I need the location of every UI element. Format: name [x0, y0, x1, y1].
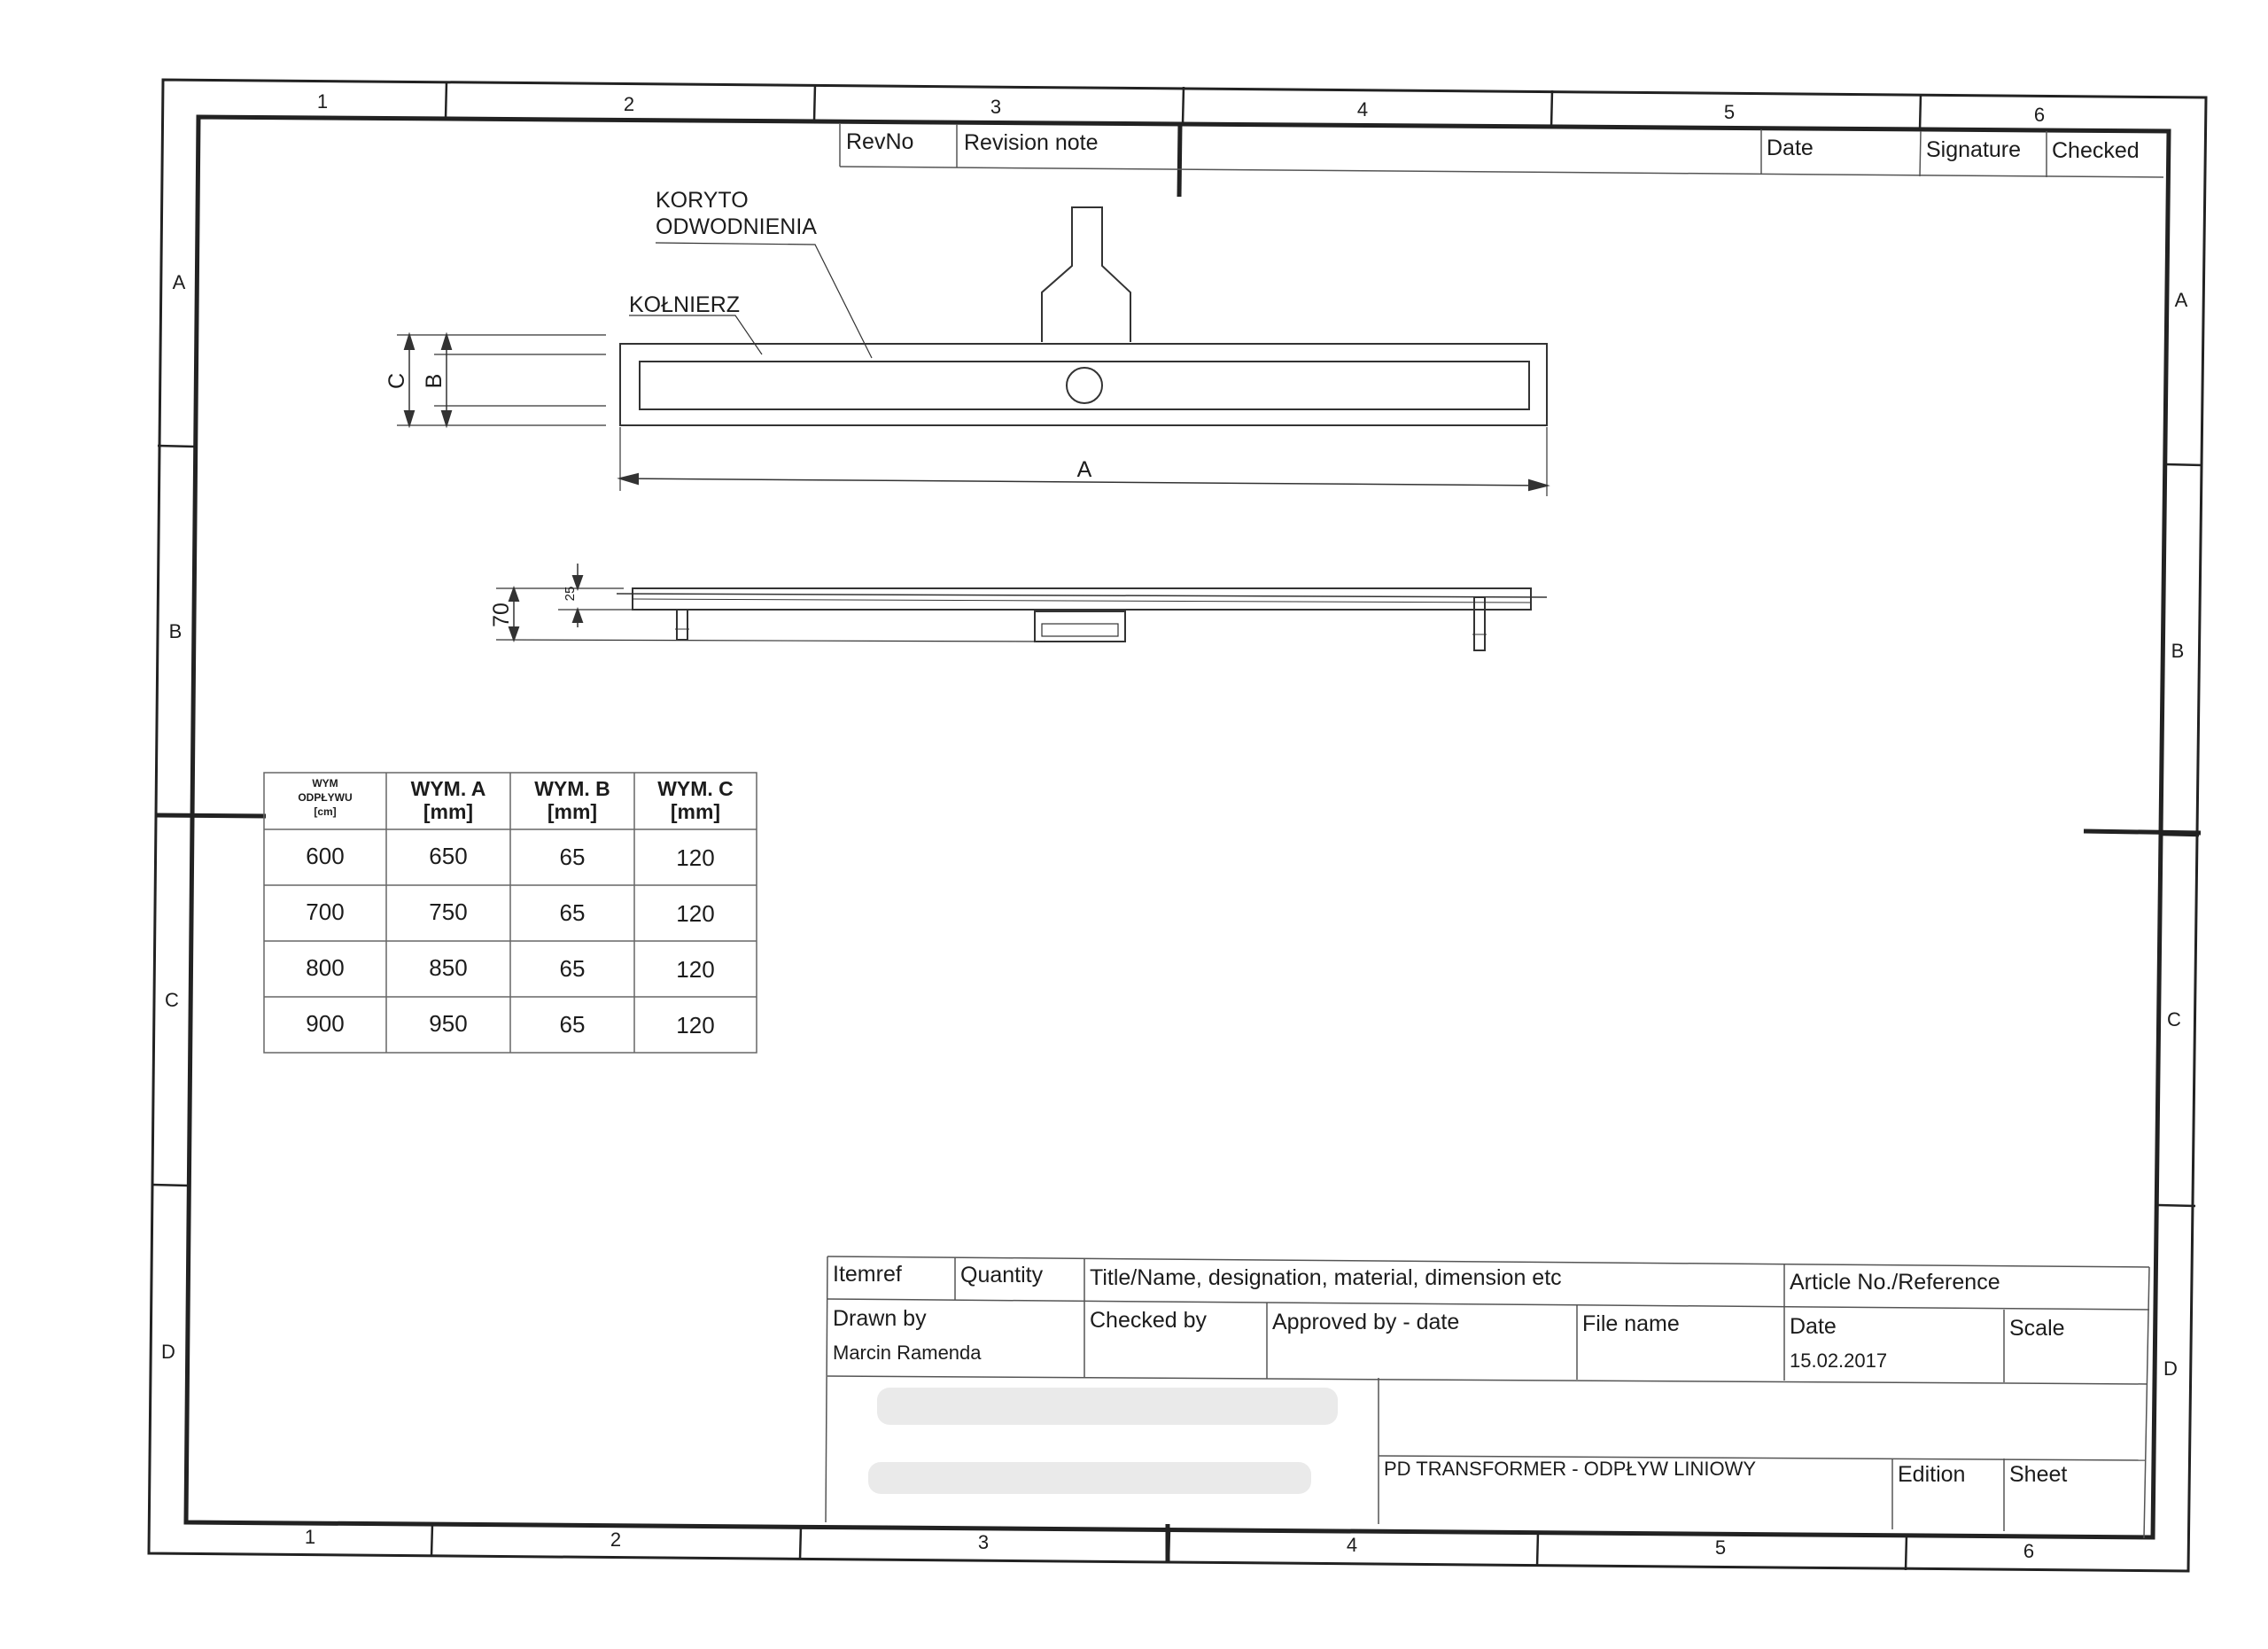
outer-border — [149, 80, 2206, 1571]
dim-label-a: A — [1076, 457, 1092, 482]
flange-leader-line — [629, 315, 762, 354]
col-label-top-3: 3 — [990, 96, 1002, 118]
trough-outline — [640, 362, 1529, 409]
revision-note-header: Revision note — [964, 130, 1099, 155]
table-cell: 65 — [559, 844, 586, 870]
drain-hole — [1067, 368, 1102, 403]
flange-label: KOŁNIERZ — [629, 292, 741, 317]
dim-label-b: B — [422, 373, 447, 389]
header-a-line2: [mm] — [423, 800, 474, 823]
row-label-left-B: B — [168, 620, 183, 642]
outlet-pipe-outline — [1042, 207, 1130, 342]
left-foot — [677, 610, 687, 640]
drawn-by-value: Marcin Ramenda — [833, 1342, 982, 1364]
sheet-label: Sheet — [2009, 1462, 2068, 1487]
header-b-line2: [mm] — [547, 800, 598, 823]
row-label-right-C: C — [2167, 1008, 2181, 1031]
itemref-label: Itemref — [833, 1262, 902, 1287]
quantity-label: Quantity — [960, 1263, 1044, 1287]
header-outlet-line1: WYM — [312, 777, 338, 789]
header-outlet-line3: [cm] — [314, 805, 337, 818]
top-zone-dividers — [446, 82, 1921, 130]
table-cell: 65 — [559, 955, 586, 982]
plan-view — [397, 207, 1547, 496]
date-label: Date — [1790, 1314, 1837, 1339]
dimension-table — [264, 773, 757, 1053]
col-label-top-4: 4 — [1356, 98, 1369, 121]
drawn-by-label: Drawn by — [833, 1306, 927, 1331]
rev-date-header: Date — [1767, 136, 1814, 160]
file-name-label: File name — [1582, 1311, 1680, 1336]
flange-outline — [620, 344, 1547, 425]
col-label-top-6: 6 — [2033, 104, 2046, 126]
table-cell: 120 — [676, 844, 715, 871]
revision-block — [840, 124, 2163, 177]
checked-by-label: Checked by — [1090, 1308, 1208, 1333]
title-block — [826, 1256, 2149, 1538]
approved-by-label: Approved by - date — [1272, 1310, 1460, 1334]
header-b-line1: WYM. B — [534, 777, 610, 800]
header-outlet-line2: ODPŁYWU — [298, 791, 353, 804]
table-cell: 65 — [559, 899, 586, 926]
zone-labels — [161, 90, 2188, 1562]
table-cell: 120 — [676, 1012, 715, 1038]
blurred-company-logo — [868, 1388, 1338, 1494]
side-view — [496, 564, 1547, 650]
scale-label: Scale — [2009, 1316, 2065, 1341]
edition-label: Edition — [1898, 1462, 1966, 1487]
table-cell: 750 — [429, 898, 468, 925]
side-channel-outline — [633, 588, 1531, 610]
table-cell: 600 — [306, 843, 345, 869]
row-label-right-D: D — [2163, 1357, 2178, 1380]
trough-label-line1: KORYTO — [656, 188, 749, 213]
side-outlet-box — [1035, 611, 1125, 642]
col-label-bottom-6: 6 — [2023, 1540, 2035, 1562]
col-label-bottom-1: 1 — [304, 1526, 316, 1548]
sheet-frame — [149, 80, 2206, 1571]
col-label-top-1: 1 — [316, 90, 329, 113]
header-c-line1: WYM. C — [657, 777, 734, 800]
col-label-bottom-3: 3 — [977, 1531, 990, 1553]
dim-label-70: 70 — [489, 603, 514, 627]
col-label-bottom-4: 4 — [1346, 1534, 1358, 1556]
header-a-line1: WYM. A — [410, 777, 486, 800]
trough-label-line2: ODWODNIENIA — [656, 214, 817, 239]
table-cell: 900 — [306, 1010, 345, 1037]
rev-signature-header: Signature — [1926, 137, 2022, 162]
table-cell: 850 — [429, 954, 468, 981]
table-header — [298, 777, 733, 823]
row-label-right-B: B — [2171, 640, 2185, 662]
row-label-right-A: A — [2174, 289, 2188, 311]
rev-checked-header: Checked — [2052, 138, 2140, 163]
table-cell: 120 — [676, 900, 715, 927]
table-cell: 120 — [676, 956, 715, 983]
drawing-title: PD TRANSFORMER - ODPŁYW LINIOWY — [1384, 1458, 1757, 1480]
right-foot — [1474, 597, 1485, 650]
table-cell: 950 — [429, 1010, 468, 1037]
row-label-left-A: A — [172, 271, 186, 293]
col-label-top-5: 5 — [1723, 101, 1736, 123]
table-cell: 65 — [559, 1011, 586, 1038]
row-label-left-C: C — [165, 989, 179, 1011]
col-label-bottom-5: 5 — [1714, 1536, 1727, 1559]
date-value: 15.02.2017 — [1790, 1350, 1888, 1372]
table-cell: 800 — [306, 954, 345, 981]
dim-label-25: 25 — [563, 586, 578, 602]
dim-label-c: C — [384, 372, 409, 390]
row-label-left-D: D — [161, 1341, 175, 1363]
title-name-label: Title/Name, designation, material, dimension etc — [1090, 1265, 1562, 1290]
header-c-line2: [mm] — [670, 800, 721, 823]
col-label-top-2: 2 — [623, 93, 635, 115]
table-cell: 650 — [429, 843, 468, 869]
col-label-bottom-2: 2 — [610, 1528, 622, 1551]
article-no-label: Article No./Reference — [1790, 1270, 2000, 1295]
rev-no-header: RevNo — [846, 129, 914, 154]
side-view-labels — [489, 587, 578, 627]
table-cell: 700 — [306, 898, 345, 925]
